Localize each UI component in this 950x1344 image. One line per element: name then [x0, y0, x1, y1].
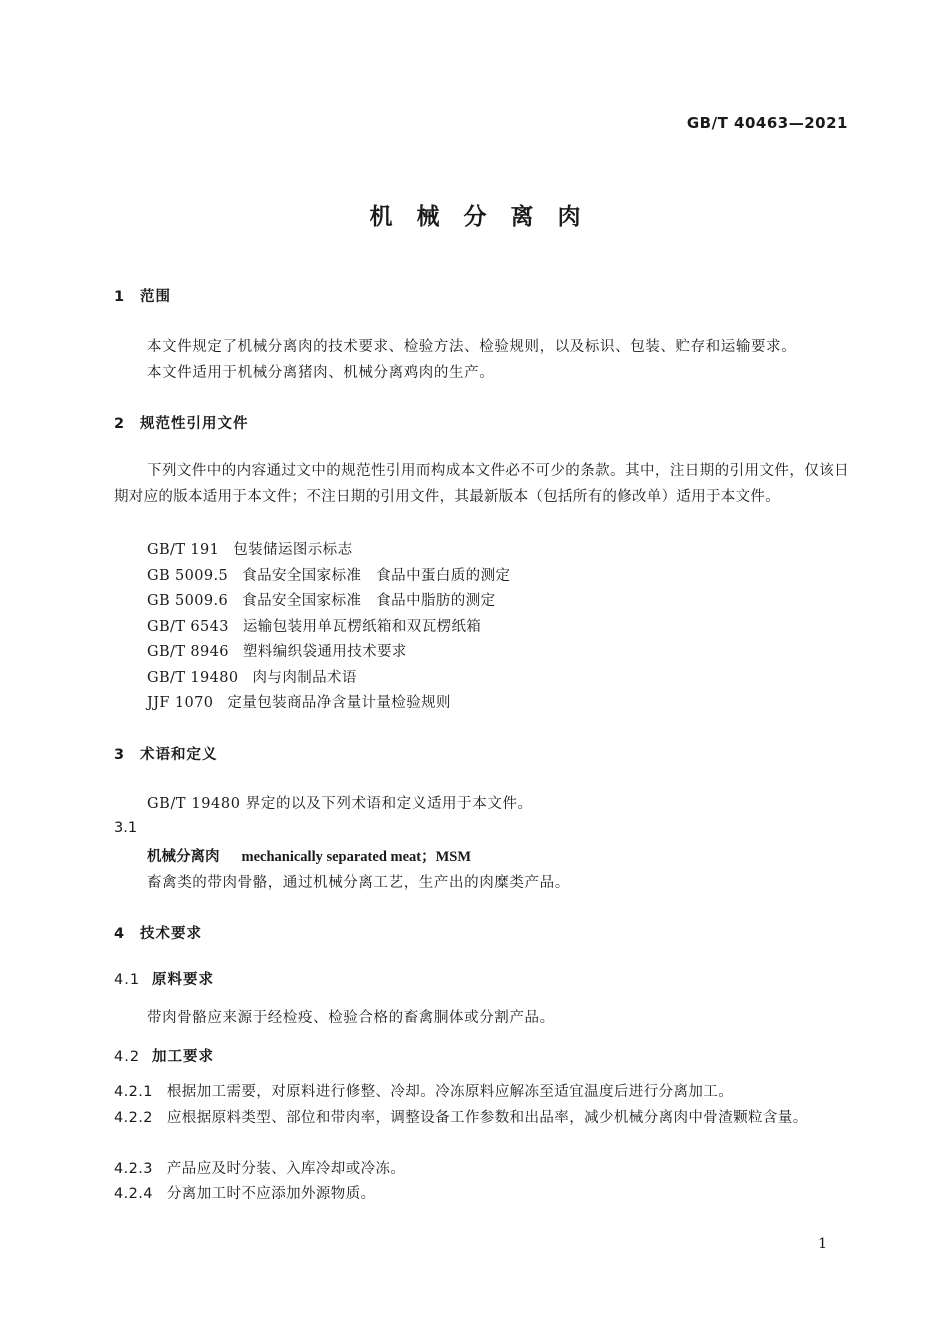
- page-number: 1: [818, 1236, 827, 1252]
- subsection-title: 原料要求: [152, 972, 214, 988]
- section-number: 1: [114, 289, 126, 305]
- reference-code: GB 5009.6: [147, 593, 229, 609]
- term-entry: [147, 845, 471, 866]
- reference-code: GB/T 6543: [147, 619, 229, 635]
- reference-item: [147, 640, 407, 661]
- reference-title: 食品安全国家标准 食品中脂肪的测定: [242, 593, 496, 609]
- term-chinese: 机械分离肉: [147, 849, 220, 865]
- subsection-number: 4.2: [114, 1049, 141, 1065]
- reference-title: 运输包装用单瓦楞纸箱和双瓦楞纸箱: [242, 619, 482, 635]
- term-english: mechanically separated meat；MSM: [241, 849, 472, 865]
- subsection-number: 4.1: [114, 972, 141, 988]
- section-4-2-heading: [114, 1045, 214, 1066]
- reference-title: 食品安全国家标准 食品中蛋白质的测定: [242, 568, 511, 584]
- reference-code: GB/T 191: [147, 542, 220, 558]
- reference-code: JJF 1070: [147, 695, 214, 711]
- term-number: 3.1: [114, 820, 138, 836]
- subsection-title: 加工要求: [152, 1049, 214, 1065]
- section-title: 技术要求: [140, 926, 202, 942]
- reference-item: [147, 589, 496, 610]
- section-2-heading: [114, 412, 249, 433]
- reference-code: GB 5009.5: [147, 568, 229, 584]
- reference-title: 塑料编织袋通用技术要求: [242, 644, 407, 660]
- term-definition: 畜禽类的带肉骨骼，通过机械分离工艺，生产出的肉糜类产品。: [147, 875, 570, 891]
- clause-item: [114, 1080, 849, 1106]
- section-title: 规范性引用文件: [140, 416, 249, 432]
- section-number: 2: [114, 416, 126, 432]
- clause-number: 4.2.1: [114, 1084, 153, 1100]
- section-4-heading: [114, 922, 202, 943]
- section-3-heading: [114, 743, 218, 764]
- section-number: 3: [114, 747, 126, 763]
- section-4-1-heading: [114, 968, 214, 989]
- reference-item: [147, 538, 352, 559]
- paragraph: 本文件适用于机械分离猪肉、机械分离鸡肉的生产。: [147, 365, 495, 381]
- section-title: 术语和定义: [140, 747, 218, 763]
- clause-item: [114, 1106, 849, 1132]
- reference-title: 定量包装商品净含量计量检验规则: [227, 695, 451, 711]
- section-1-heading: [114, 285, 171, 306]
- clause-number: 4.2.2: [114, 1110, 153, 1126]
- section-number: 4: [114, 926, 126, 942]
- section-3-intro: GB/T 19480 界定的以及下列术语和定义适用于本文件。: [147, 796, 533, 812]
- reference-item: [147, 691, 451, 712]
- section-2-intro: 下列文件中的内容通过文中的规范性引用而构成本文件必不可少的条款。其中，注日期的引用文件，仅该日期对应的版本适用于本文件；不注日期的引用文件，其最新版本（包括所有的修改单）适用于本文件。: [114, 463, 849, 505]
- clause-text: 根据加工需要，对原料进行修整、冷却。冷冻原料应解冻至适宜温度后进行分离加工。: [166, 1084, 734, 1100]
- section-title: 范围: [140, 289, 171, 305]
- clause-item: [114, 1182, 849, 1208]
- clause-number: 4.2.3: [114, 1161, 153, 1177]
- reference-item: [147, 666, 357, 687]
- clause-item: [114, 1157, 849, 1183]
- paragraph: 带肉骨骼应来源于经检疫、检验合格的畜禽胴体或分割产品。: [147, 1010, 555, 1026]
- standard-number: GB/T 40463—2021: [686, 114, 848, 132]
- clause-text: 产品应及时分装、入库冷却或冷冻。: [166, 1161, 406, 1177]
- document-title: 机械分离肉: [369, 204, 605, 230]
- reference-title: 包装储运图示标志: [233, 542, 353, 558]
- reference-title: 肉与肉制品术语: [252, 670, 357, 686]
- reference-item: [147, 564, 510, 585]
- reference-code: GB/T 19480: [147, 670, 239, 686]
- clause-text: 应根据原料类型、部位和带肉率，调整设备工作参数和出品率，减少机械分离肉中骨渣颗粒含量。: [166, 1110, 808, 1126]
- clause-text: 分离加工时不应添加外源物质。: [166, 1186, 376, 1202]
- clause-number: 4.2.4: [114, 1186, 153, 1202]
- paragraph: 本文件规定了机械分离肉的技术要求、检验方法、检验规则，以及标识、包装、贮存和运输要求。: [147, 339, 797, 355]
- reference-item: [147, 615, 481, 636]
- reference-code: GB/T 8946: [147, 644, 229, 660]
